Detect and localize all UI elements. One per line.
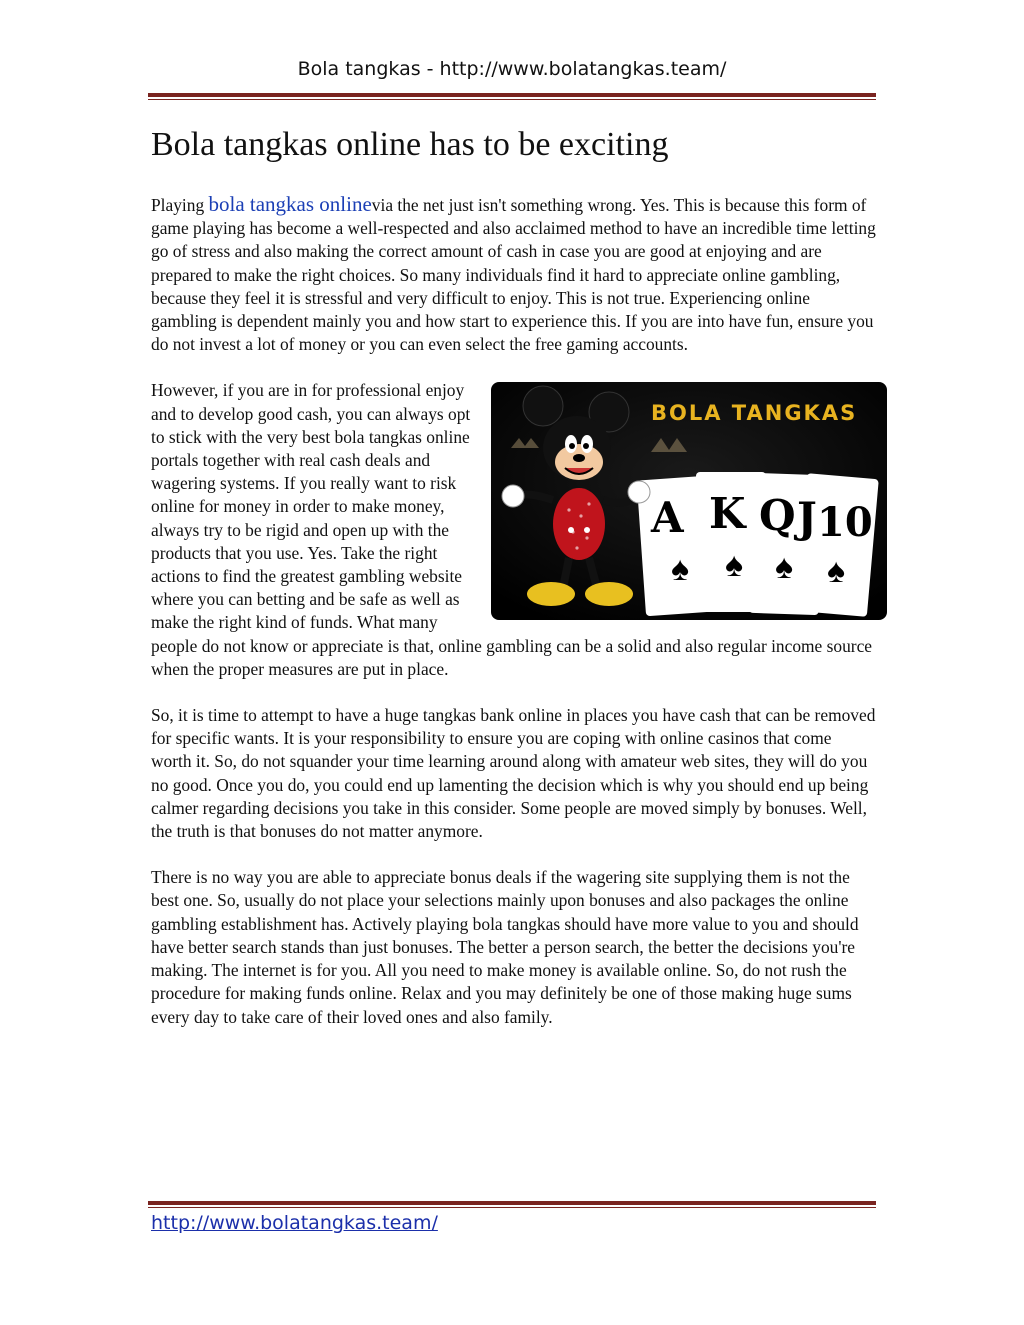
card-q: Q: [759, 491, 796, 541]
page-header: Bola tangkas - http://www.bolatangkas.team/: [297, 58, 727, 80]
card-10: 10: [817, 499, 873, 547]
paragraph-1-rest: via the net just isn't something wrong. Yes. This is because this form of game playing has become a well-respected and also acclaimed method to have an incredible time letting go of stress and also making the correct amount of cash in case you are good at enjoying and are prepared to make the right choices. So many individuals find it hard to appreciate online gambling, because they feel it is stressful and very difficult to enjoy. This is not true. Experiencing online gambling is dependent mainly you and how start to experience this. If you are into have fun, ensure you do not invest a lot of money or you can even select the free gaming accounts.: [151, 195, 876, 355]
page-title: Bola tangkas online has to be exciting: [151, 126, 669, 163]
spade-icon: ♠: [725, 547, 744, 585]
header-divider-thin: [148, 99, 876, 100]
bola-tangkas-banner-image: [491, 382, 887, 620]
banner-illustration: [491, 382, 887, 620]
card-j: J: [797, 493, 817, 543]
bola-tangkas-online-link[interactable]: bola tangkas online: [208, 192, 372, 216]
spade-icon: ♠: [827, 553, 846, 591]
card-a: A: [651, 493, 684, 543]
footer-divider: [148, 1201, 876, 1205]
paragraph-2-text: However, if you are in for professional enjoy and to develop good cash, you can always opt to stick with the very best bola tangkas online portals together with real cash deals and wagering systems. If you really want to risk online for money in order to make money, always try to be rigid and open up with the products that you use. Yes. Take the right actions to find the greatest gambling website where you can betting and be safe as well as make the right kind of funds. What many people do not know or appreciate is that, online gambling can be a solid and also regular income source when the proper measures are put in place.: [151, 380, 873, 679]
paragraph-1-prefix: Playing: [151, 195, 209, 215]
paragraph-1: [151, 193, 876, 356]
footer-divider-thin: [148, 1207, 876, 1208]
header-divider: [148, 93, 876, 97]
article-body: [151, 193, 876, 1052]
paragraph-3: So, it is time to attempt to have a huge tangkas bank online in places you have cash that can be removed for specific wants. It is your responsibility to ensure you are coping with online casinos that come worth it. So, do not squander your time learning around along with amateur web sites, they will do you no good. Once you do, you could end up lamenting the decision which is why you should end up being calmer regarding decisions you take in this consider. Some people are moved simply by bonuses. Well, the truth is that bonuses do not matter anymore.: [151, 705, 876, 842]
banner-title: BOLA TANGKAS: [651, 401, 858, 426]
spade-icon: ♠: [775, 549, 794, 587]
footer-url-link[interactable]: http://www.bolatangkas.team/: [151, 1212, 438, 1234]
paragraph-2: [151, 379, 876, 681]
card-k: K: [709, 489, 746, 539]
spade-icon: ♠: [671, 551, 690, 589]
paragraph-4: There is no way you are able to appreciate bonus deals if the wagering site supplying them is not the best one. So, usually do not place your selections mainly upon bonuses and also packages the online gambling establishment has. Actively playing bola tangkas should have more value to you and should have better search stands than just bonuses. The better a person search, the better the decisions you're making. The internet is for you. All you need to make money is available online. So, do not rush the procedure for making funds online. Relax and you may definitely be one of those making huge sums every day to take care of their loved ones and also family.: [151, 867, 859, 1027]
